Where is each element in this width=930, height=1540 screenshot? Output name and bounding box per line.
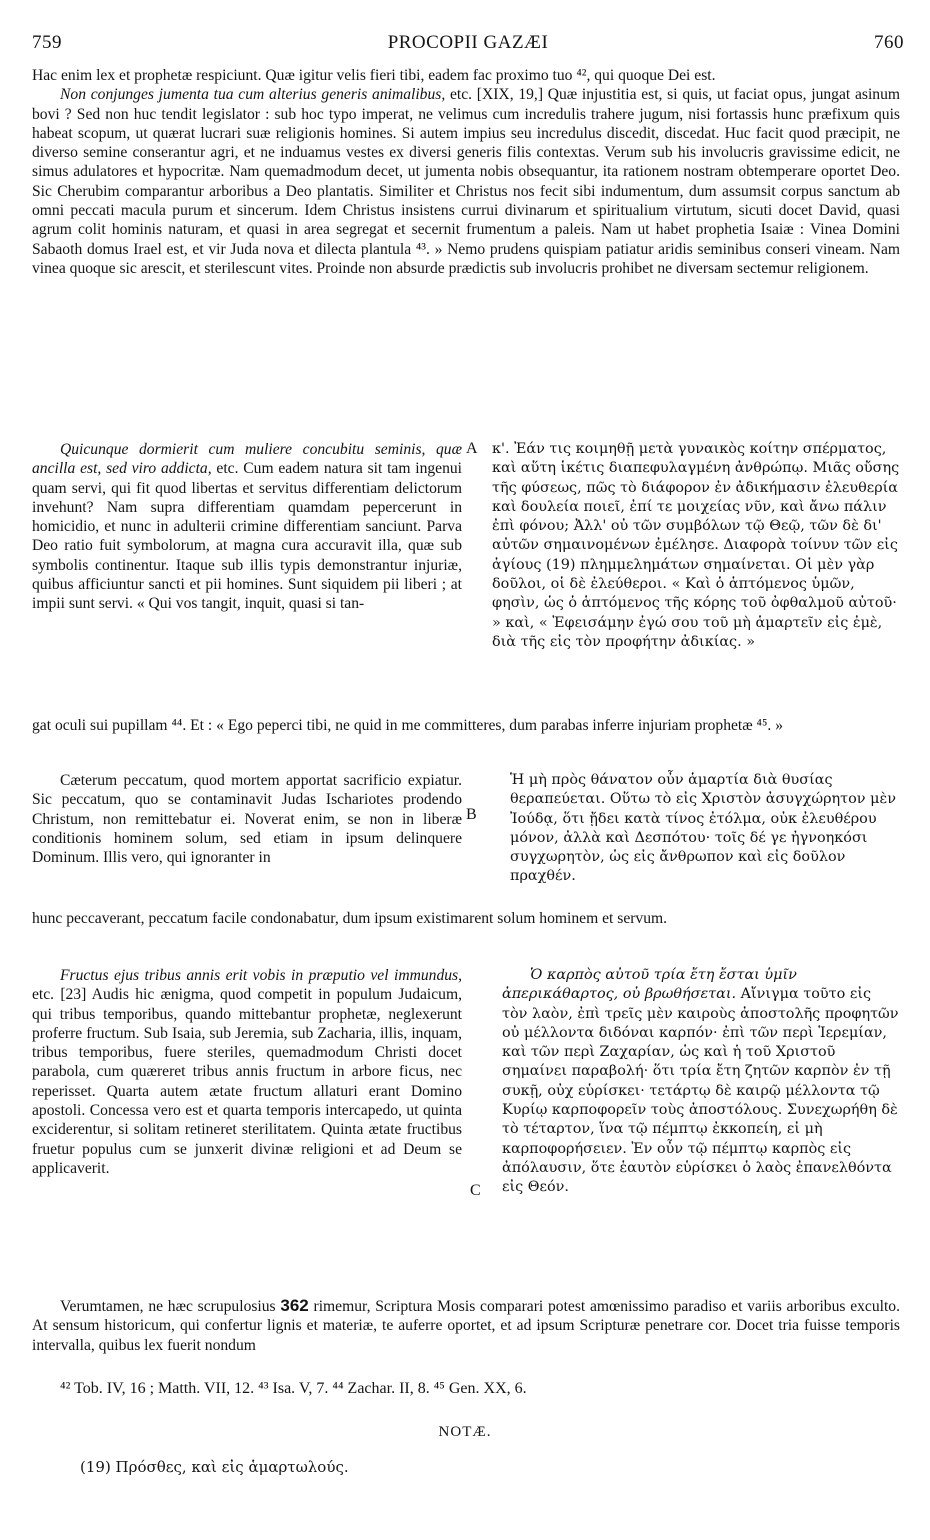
full-width-block-a: gat oculi sui pupillam ⁴⁴. Et : « Ego peperci tibi, ne quid in me committeres, dum parabas inferre injuriam prophetæ ⁴⁵. » (32, 717, 784, 734)
notae-heading: NOTÆ. (438, 1424, 492, 1440)
margin-letter-c: C (470, 1182, 481, 1199)
inline-page-number: 362 (280, 1296, 309, 1315)
latin-column-c (32, 966, 462, 1178)
commentary-text: etc. [23] Audis hic ænigma, quod competit in populum Judaicum, qui tribus temporibus, quando mittebantur prophetæ, neglexerunt proferre fructum. Sub Isaia, sub Jeremia, sub Zacharia, illis, inquam, tribus temporibus, fuere steriles, quemadmodum Christi docet parabola, cum quæreret tribus annis fructum in arbore ficus, nec reperisset. Quarta autem ætate fructum allaturi erant Domino apostoli. Concessa vero est et quarta temporis intercapedo, ut quinta exciderentur, si solitam retineret sterilitatem. Quinta ætate fructibus fruetur populus cum se junxerit divinæ religioni et ad Deum se applicaverit. (32, 986, 462, 1177)
paragraph-non-conjunges (32, 85, 900, 278)
paragraph-lex-prophetae: Hac enim lex et prophetæ respiciunt. Quæ igitur velis fieri tibi, eadem fac proximo tuo ⁴², qui quoque Dei est. (32, 67, 716, 84)
commentary-text: Αἴνιγμα τοῦτο εἰς τὸν λαὸν, ἐπὶ τρεῖς μὲν καιροὺς ἀποστολῆς προφητῶν οὐ μέλλοντα διδόναι καρπόν· ἐπὶ τῶν περὶ Ἱερεμίαν, καὶ τῶν περὶ Ζαχαρίαν, ὡς καὶ ἡ τοῦ Χριστοῦ σημαίνει παραβολή· ὅτι τρία ἔτη ζητῶν καρπὸν ἐν τῇ συκῇ, οὐχ εὑρίσκει· τετάρτῳ δὲ καιρῷ μέλλοντα τῷ Κυρίῳ καρποφορεῖν τοὺς ἀποστόλους. Συνεχωρήθη δὲ τὸ τέταρτον, ἵνα τῷ πέμπτῳ ἐκκοπείη, εἰ μὴ καρποφορήσειεν. Ἐν οὖν τῷ πέμπτῳ καρπὸς εἰς ἀπόλαυσιν, ὅτε ἑαυτὸν εὑρίσκει ὁ λαὸς ἐπανελθόντα εἰς Θεόν. (502, 986, 899, 1196)
commentary-text: etc. Cum eadem natura sit tam ingenui quam servi, qui fit quod libertas et servitus differentiam delictorum invehunt? Nam supra differentiam quamdam pepercerunt in homicidio, et nunc in adulterii crimine differentiam sanciunt. Parva Deo ratio fuit symbolorum, at magna cura accuravit illa, quæ sub symbolis continentur. Itaque sub illis typis demonstrantur injuriæ, quibus afficiuntur sancti et pii homines. Sunt siquidem pii liberi ; at impii sunt servi. « Qui vos tangit, inquit, quasi si tan- (32, 460, 463, 613)
paragraph-text-end: rimemur, Scriptura Mosis comparari potest amœnissimo paradiso et variis arboribus exculto. At sensum historicum, qui confertur lignis et materiæ, te auferre oportet, et ad ipsum Scripturæ penetrare cor. Docet tria fuisse temporis intervalla, quibus lex fuerit nondum (32, 1298, 900, 1354)
top-paragraph-block (32, 66, 900, 278)
lemma-text: Fructus ejus tribus annis erit vobis in præputio vel immundus, (60, 967, 462, 984)
paragraph-verumtamen (32, 1296, 900, 1355)
commentary-text: etc. [XIX, 19,] Quæ injustitia est, si quis, ut faciat opus, jungat asinum bovi ? Sed non huc tendit legislator : sub hoc typo imperat, ne velimus cum incredulis trahere jugum, nisi fortassis hunc præfixum quis habeat scopum, ut quærat lucrari suæ religionis homines. Si autem impius seu incredulus discedit, discedat. Huc facit quod præcipit, ne diverso semine conserantur agri, et ne induamus vestes ex diversi generis filis contextas. Verum sub his involucris gravissime edicit, ne simus adulatores et hypocritæ. Nam quemadmodum decet, ut jumenta nobis obsequantur, ita rationem nostram obtemperare oportet Deo. Sic Cherubim comparantur arboribus a Deo plantatis. Similiter et Christus nos fecit sibi indumentum, dum assumsit corpus sanctum ab omni peccati macula purum et sincerum. Idem Christus insistens currui divinarum et spiritualium virtutum, sicuti docet David, quasi agrum colit hominis naturam, et quasi in area segregat et secernit frumentum a paleis. Nam ut habet prophetia Isaiæ : Vinea Domini Sabaoth domus Irael est, et vir Juda nova et dilecta plantula ⁴³. » Nemo prudens quispiam patiatur aridis seminibus conseri vineam. Nam vinea quoque sic arescit, et sterilescunt vites. Proinde non absurde prædictis sub involucris prohibet ne diversam sectemur religionem. (32, 86, 900, 277)
greek-column-c (502, 966, 900, 1198)
latin-paragraph-fructus (32, 966, 462, 1178)
note-19: (19) Πρόσθες, καὶ εἰς ἁμαρτωλούς. (80, 1458, 349, 1476)
latin-paragraph-caeterum: Cæterum peccatum, quod mortem apportat sacrificio expiatur. Sic peccatum, quo se contaminavit Judas Ischariotes prodendo Christum, non remittebatur ei. Noverat enim, se non in liberæ conditionis hominem solum, sed etiam in ipsum delinquere Dominum. Illis vero, qui ignoranter in (32, 772, 462, 867)
margin-letter-a: A (466, 440, 478, 457)
column-number-right: 760 (874, 32, 904, 53)
lemma-text: Non conjunges jumenta tua cum alterius generis animalibus, (60, 86, 446, 104)
running-title: PROCOPII GAZÆI (387, 32, 549, 53)
greek-column-b: Ἡ μὴ πρὸς θάνατον οὖν ἁμαρτία διὰ θυσίας θεραπεύεται. Οὕτω τὸ εἰς Χριστὸν ἀσυγχώρητον μὲν Ἰούδᾳ, ὅτι ᾔδει κατὰ τίνος ἐτόλμα, οὐκ ἐλευθέρου μόνον, ἀλλὰ καὶ Δεσπότου· τοῖς δέ γε ἠγνοηκόσι συγχωρητὸν, ὡς εἰς ἄνθρωπον καὶ εἰς δοῦλον πραχθέν. (510, 772, 896, 885)
latin-column-b (32, 771, 462, 867)
greek-column-a: κ'. Ἐάν τις κοιμηθῇ μετὰ γυναικὸς κοίτην σπέρματος, καὶ αὕτη ἱκέτις διαπεφυλαγμένη ἀνθρώπῳ. Μιᾶς οὔσης τῆς φύσεως, πῶς τὸ διάφορον ἐν ἀδικήμασιν ἐλευθερία καὶ δουλεία ποιεῖ, ἐπί τε μοιχείας νῦν, καὶ ἄνω πάλιν ἐπὶ φόνου; Ἀλλ' οὐ τῶν συμβόλων τῷ Θεῷ, τῶν δὲ δι' αὐτῶν σημαινομένων ἐμέλησε. Διαφορὰ τοίνυν τῶν εἰς ἁγίους (19) πλημμελημάτων σημαίνεται. Οἱ μὲν γὰρ δοῦλοι, οἱ δὲ ἐλεύθεροι. « Καὶ ὁ ἁπτόμενος ὑμῶν, φησὶν, ὡς ὁ ἁπτόμενος τῆς κόρης τοῦ ὀφθαλμοῦ αὐτοῦ· » καὶ, « Ἐφεισάμην ἐγώ σου τοῦ μὴ ἁμαρτεῖν εἰς ἐμὲ, διὰ τῆς εἰς τὸν προφήτην ἀδικίας. » (492, 441, 900, 650)
latin-paragraph-quicunque (32, 440, 462, 614)
full-width-block-c (32, 1296, 900, 1355)
column-number-left: 759 (32, 32, 62, 53)
lemma-text: Ὁ καρπὸς αὐτοῦ τρία ἔτη ἔσται ὑμῖν ἀπερικάθαρτος, οὐ βρωθήσεται. (502, 967, 797, 1003)
margin-letter-b: B (466, 806, 477, 823)
footnotes: ⁴² Tob. IV, 16 ; Matth. VII, 12. ⁴³ Isa. V, 7. ⁴⁴ Zachar. II, 8. ⁴⁵ Gen. XX, 6. (60, 1380, 527, 1397)
page-header (32, 32, 904, 56)
latin-column-a (32, 440, 462, 614)
full-width-block-b: hunc peccaverant, peccatum facile condonabatur, dum ipsum existimarent solum hominem et servum. (32, 910, 668, 927)
lemma-text: Quicunque dormierit cum muliere concubitu seminis, quæ ancilla est, sed viro addicta, (32, 441, 462, 478)
greek-paragraph-karpos (502, 966, 900, 1198)
paragraph-text-start: Verumtamen, ne hæc scrupulosius (60, 1298, 281, 1315)
